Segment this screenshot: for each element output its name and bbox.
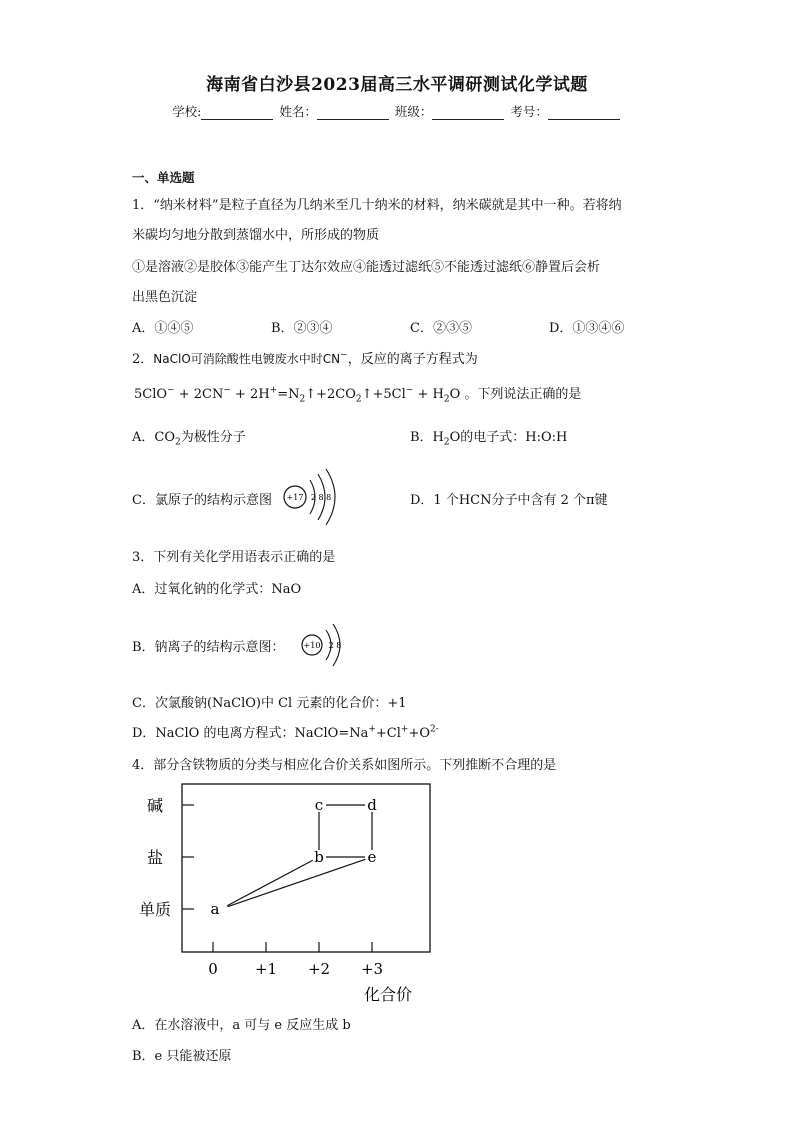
q2-a-text2: 为极性分子 [180,430,246,445]
na-nucleus-label: +10 [303,641,321,650]
q2-option-b[interactable] [410,426,567,448]
q2-intro-end: ，反应的离子方程式为 [347,352,478,367]
y-label-1: 盐 [146,848,164,867]
class-label: 班级： [394,104,433,119]
q2-stem [132,348,478,367]
q2-a-text: A．CO [132,430,175,445]
eq-h2o: + H [413,387,444,402]
name-blank[interactable] [317,107,389,120]
q3-option-d[interactable] [132,722,439,741]
q2-intro: NaClO可消除酸性电镀废水中时CN [153,352,341,366]
q1-line1: 1．“纳米材料”是粒子直径为几纳米至几十纳米的材料，纳米碳就是其中一种。若将纳 [132,198,622,213]
q4-option-b[interactable]: B．e 只能被还原 [132,1049,232,1064]
y-label-2: 碱 [146,796,164,815]
q4-option-a[interactable]: A．在水溶液中，a 可与 e 反应生成 b [132,1018,351,1033]
q2-option-d[interactable]: D．1 个HCN分子中含有 2 个π键 [410,493,608,508]
eq-end: O 。下列说法正确的是 [449,387,582,402]
q2-option-c[interactable]: C．氯原子的结构示意图 [132,493,272,508]
point-d: d [367,796,377,814]
q4-stem: 4．部分含铁物质的分类与相应化合价关系如图所示。下列推断不合理的是 [132,758,557,773]
eq-sub1: 2 [299,394,306,405]
eq-sup4: − [405,385,414,396]
id-blank[interactable] [548,107,620,120]
q1-line2: 米碳均匀地分散到蒸馏水中，所形成的物质 [132,228,380,243]
q3-d-text: D．NaClO 的电离方程式：NaClO=Na [132,726,369,741]
q2-option-a[interactable] [132,426,246,448]
school-blank[interactable] [201,107,273,120]
point-e: e [367,848,377,866]
cl-nucleus-label: +17 [286,493,304,502]
q2-b-text2: O的电子式：H:O:H [449,430,568,445]
eq-sup2: − [223,385,231,396]
q3-option-b[interactable]: B．钠离子的结构示意图： [132,640,285,655]
eq-n2: =N [277,387,300,402]
iron-valence-chart [130,780,440,1010]
student-info-row [0,102,794,120]
x-tick-label-3: +3 [360,960,384,978]
q1-option-d[interactable]: D．①③④⑥ [549,321,625,336]
eq-cn: + 2CN [174,387,224,402]
name-label: 姓名： [279,104,317,119]
cn-charge: − [340,350,348,361]
q3-option-a[interactable]: A．过氧化钠的化学式：NaO [132,582,302,597]
class-blank[interactable] [432,107,504,120]
eq-cl: ↑+5Cl [361,387,406,402]
point-a: a [210,900,220,918]
y-label-0: 单质 [138,900,172,919]
q3-option-c[interactable]: C．次氯酸钠(NaClO)中 Cl 元素的化合价：+1 [132,696,407,711]
link-a-e [228,859,366,906]
q1-option-c[interactable]: C．②③⑤ [410,321,472,336]
q3-d-sup2: + [400,724,409,735]
q1-option-a[interactable]: A．①④⑤ [132,321,194,336]
link-a-b [227,860,313,905]
q3-d-sup1: + [368,724,376,735]
q2-b-sub: 2 [443,437,450,448]
chart-frame [182,784,430,952]
point-b: b [314,848,324,866]
q1-line3: ①是溶液②是胶体③能产生丁达尔效应④能透过滤纸⑤不能透过滤纸⑥静置后会析 [132,260,601,275]
x-tick-label-1: +1 [254,960,278,978]
q3-stem: 3．下列有关化学用语表示正确的是 [132,550,336,565]
exam-title: 海南省白沙县2023届高三水平调研测试化学试题 [206,75,588,95]
id-label: 考号： [510,104,548,119]
eq-h: + 2H [230,387,270,402]
q3-d-text2: +Cl [375,726,401,741]
q3-d-sup3: 2- [430,724,439,735]
cl-shell-electrons: 2 8 8 [310,493,332,502]
eq-sub2: 2 [355,394,362,405]
q1-option-b[interactable]: B．②③④ [271,321,333,336]
eq-co2: ↑+2CO [305,387,356,402]
chlorine-atom-diagram [280,466,350,528]
q2-b-text: B．H [410,430,444,445]
na-shell-electrons: 2 8 [328,641,342,650]
chart-y-labels [139,796,194,919]
eq-sup1: − [167,385,175,396]
q2-a-sub: 2 [175,437,181,448]
point-c: c [314,796,324,814]
x-tick-label-2: +2 [307,960,331,978]
section-title: 一、单选题 [132,170,195,185]
chart-x-labels [208,942,383,978]
eq-clo: 5ClO [134,387,168,402]
chart-x-axis-title: 化合价 [363,985,413,1004]
chart-links [227,805,372,907]
x-tick-label-0: 0 [208,960,218,978]
q1-line4: 出黑色沉淀 [132,290,198,305]
eq-sup3: + [269,385,278,396]
q3-d-text3: +O [408,726,431,741]
sodium-ion-diagram [296,620,348,670]
q2-equation [134,383,581,405]
school-label: 学校: [172,104,202,119]
q2-number: 2． [132,352,154,367]
eq-sub3: 2 [443,394,450,405]
